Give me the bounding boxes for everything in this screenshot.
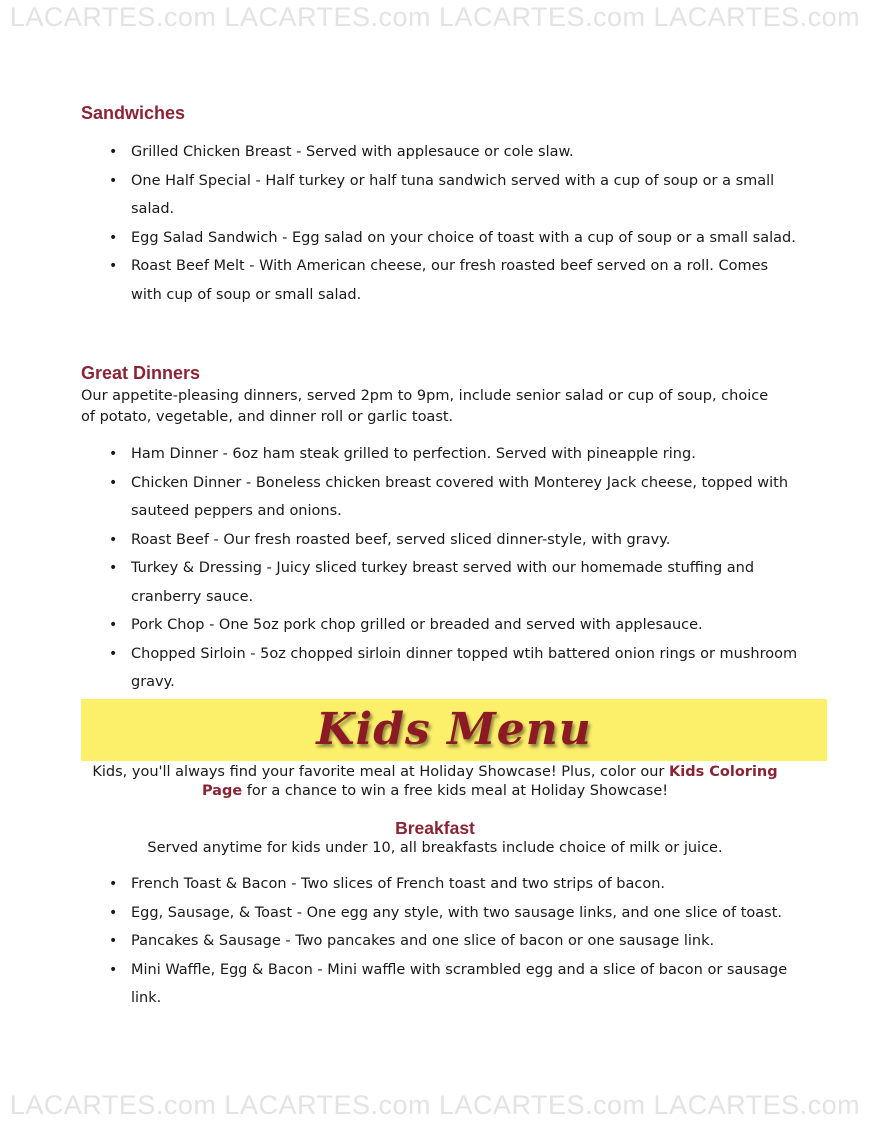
kids-intro-text-end: for a chance to win a free kids meal at Holiday Showcase! <box>242 783 669 799</box>
watermark-top: LACARTES.com LACARTES.com LACARTES.com LACARTES.com <box>9 2 861 32</box>
breakfast-heading: Breakfast <box>395 818 475 838</box>
list-item: • Chopped Sirloin - 5oz chopped sirloin dinner topped wtih battered onion rings or mushroom gravy. <box>108 640 798 697</box>
dinners-heading: Great Dinners <box>81 363 201 383</box>
sandwiches-list <box>108 138 798 309</box>
list-item: • Chicken Dinner - Boneless chicken breast covered with Monterey Jack cheese, topped with sauteed peppers and onions. <box>108 469 798 526</box>
kids-intro <box>90 763 780 801</box>
kids-coloring-page-link[interactable]: Kids Coloring Page <box>201 764 778 799</box>
list-item: • Pancakes & Sausage - Two pancakes and one slice of bacon or one sausage link. <box>108 927 798 956</box>
list-item: • Egg, Sausage, & Toast - One egg any style, with two sausage links, and one slice of toast. <box>108 899 798 928</box>
breakfast-subtitle: Served anytime for kids under 10, all breakfasts include choice of milk or juice. <box>147 840 723 856</box>
list-item: • One Half Special - Half turkey or half tuna sandwich served with a cup of soup or a small salad. <box>108 167 798 224</box>
list-item: • Ham Dinner - 6oz ham steak grilled to perfection. Served with pineapple ring. <box>108 440 798 469</box>
kids-menu-title: Kids Menu <box>316 704 592 755</box>
list-item: • Grilled Chicken Breast - Served with applesauce or cole slaw. <box>108 138 798 167</box>
list-item: • Mini Waffle, Egg & Bacon - Mini waffle with scrambled egg and a slice of bacon or sausage link. <box>108 956 798 1013</box>
kids-intro-text: Kids, you'll always find your favorite meal at Holiday Showcase! Plus, color our <box>92 764 669 780</box>
list-item: • Pork Chop - One 5oz pork chop grilled or breaded and served with applesauce. <box>108 611 798 640</box>
dinners-intro: Our appetite-pleasing dinners, served 2pm to 9pm, include senior salad or cup of soup, choice of potato, vegetable, and dinner roll or garlic toast. <box>81 388 769 425</box>
sandwiches-heading: Sandwiches <box>81 103 186 123</box>
kids-menu-banner <box>81 699 827 761</box>
watermark-bottom: LACARTES.com LACARTES.com LACARTES.com LACARTES.com <box>9 1090 861 1120</box>
breakfast-list <box>108 870 798 1013</box>
list-item: • Egg Salad Sandwich - Egg salad on your choice of toast with a cup of soup or a small salad. <box>108 224 798 253</box>
list-item: • French Toast & Bacon - Two slices of French toast and two strips of bacon. <box>108 870 798 899</box>
dinners-list <box>108 440 798 697</box>
list-item: • Roast Beef Melt - With American cheese, our fresh roasted beef served on a roll. Comes with cup of soup or small salad. <box>108 252 798 309</box>
list-item: • Roast Beef - Our fresh roasted beef, served sliced dinner-style, with gravy. <box>108 526 798 555</box>
list-item: • Turkey & Dressing - Juicy sliced turkey breast served with our homemade stuffing and cranberry sauce. <box>108 554 798 611</box>
